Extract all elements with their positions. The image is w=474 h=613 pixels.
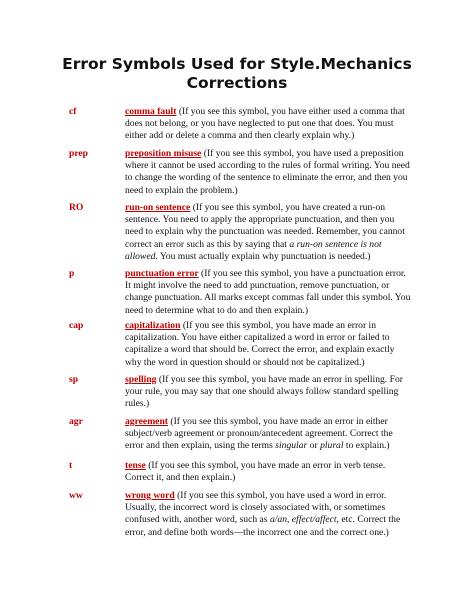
symbol-sp: sp [69,374,79,385]
entry-term: punctuation error [125,268,199,279]
symbol-prep: prep [69,148,89,159]
entry-text: (If you see this symbol, you have used a preposition where it cannot be used according to the rules of formal writing. You need to change the wording of the sentence to eliminate the error, and then you need to explain the problem.) [125,148,410,196]
entry-text: to explain.) [343,440,390,452]
entry-description [125,460,413,484]
entry-text: (If you see this symbol, you have made an error in either subject/verb agreement or pronoun/antecedent agreement. Correct the error and then explain, using the terms [125,416,393,452]
entry-text: (If you see this symbol, you have used a word in error. Usually, the incorrect word is closely associated with, or sometimes confused with, another word, such as [125,490,387,526]
page-title [0,55,474,93]
entry-text: (If you see this symbol, you have a punctuation error. It might involve the need to add punctuation, remove punctuation, or change punctuation. All marks except commas fall under this symbol. You need to determine what to do and then explain.) [125,268,411,316]
entry-description [125,374,413,411]
entry-term: tense [125,460,146,471]
entry-term: wrong word [125,490,175,501]
entry-text: (If you see this symbol, you have either used a comma that does not belong, or you have neglected to put one that does. You must either add or delete a comma and then clearly explain why.) [125,106,405,142]
entry-description [125,202,413,263]
entry-description [125,416,413,453]
entry-text: (If you see this symbol, you have made an error in capitalization. You have either capitalized a word in error or failed to capitalize a word that should be. Correct the error, and explain exactly why the word in question should or should not be capitalized.) [125,320,395,368]
page-title-line-1: Error Symbols Used for Style.Mechanics [62,55,412,73]
entry-term: preposition misuse [125,148,202,159]
entry-description [125,268,413,317]
entry-term: agreement [125,416,168,427]
entry-text: (If you see this symbol, you have created a run-on sentence. You need to apply the appropriate punctuation, and then you need to explain why the punctuation was needed. Remember, you cannot correct an error such as this by saying that [125,202,405,250]
symbol-p: p [69,268,75,279]
entry-description [125,490,413,539]
entry-italic-text: plural [320,440,344,452]
symbol-cap: cap [69,320,84,331]
entry-term: capitalization [125,320,181,331]
entry-text: . You must actually explain why punctuation is needed.) [155,250,371,262]
entry-term: run-on sentence [125,202,191,213]
symbol-cf: cf [69,106,77,117]
entry-description [125,320,413,369]
entry-italic-text: a run-on sentence is not allowed [125,238,382,262]
entry-italic-text: singular [275,440,308,452]
entry-text: , etc. Correct the error, and define both words—the incorrect one and the correct one.) [125,514,401,538]
page-title-line-2: Corrections [186,74,288,92]
symbol-ww: ww [69,490,83,501]
entry-description [125,148,413,197]
entry-text: (If you see this symbol, you have made an error in verb tense. Correct it, and then explain.) [125,460,386,484]
entry-term: comma fault [125,106,177,117]
entry-term: spelling [125,374,157,385]
symbol-ro: RO [69,202,84,213]
entry-text: or [307,440,321,452]
entry-description [125,106,413,143]
entry-italic-text: a/an, effect/affect [269,514,337,526]
symbol-agr: agr [69,416,83,427]
entry-text: (If you see this symbol, you have made an error in spelling. For your rule, you may say that one should always follow standard spelling rules.) [125,374,403,410]
symbol-t: t [69,460,73,471]
